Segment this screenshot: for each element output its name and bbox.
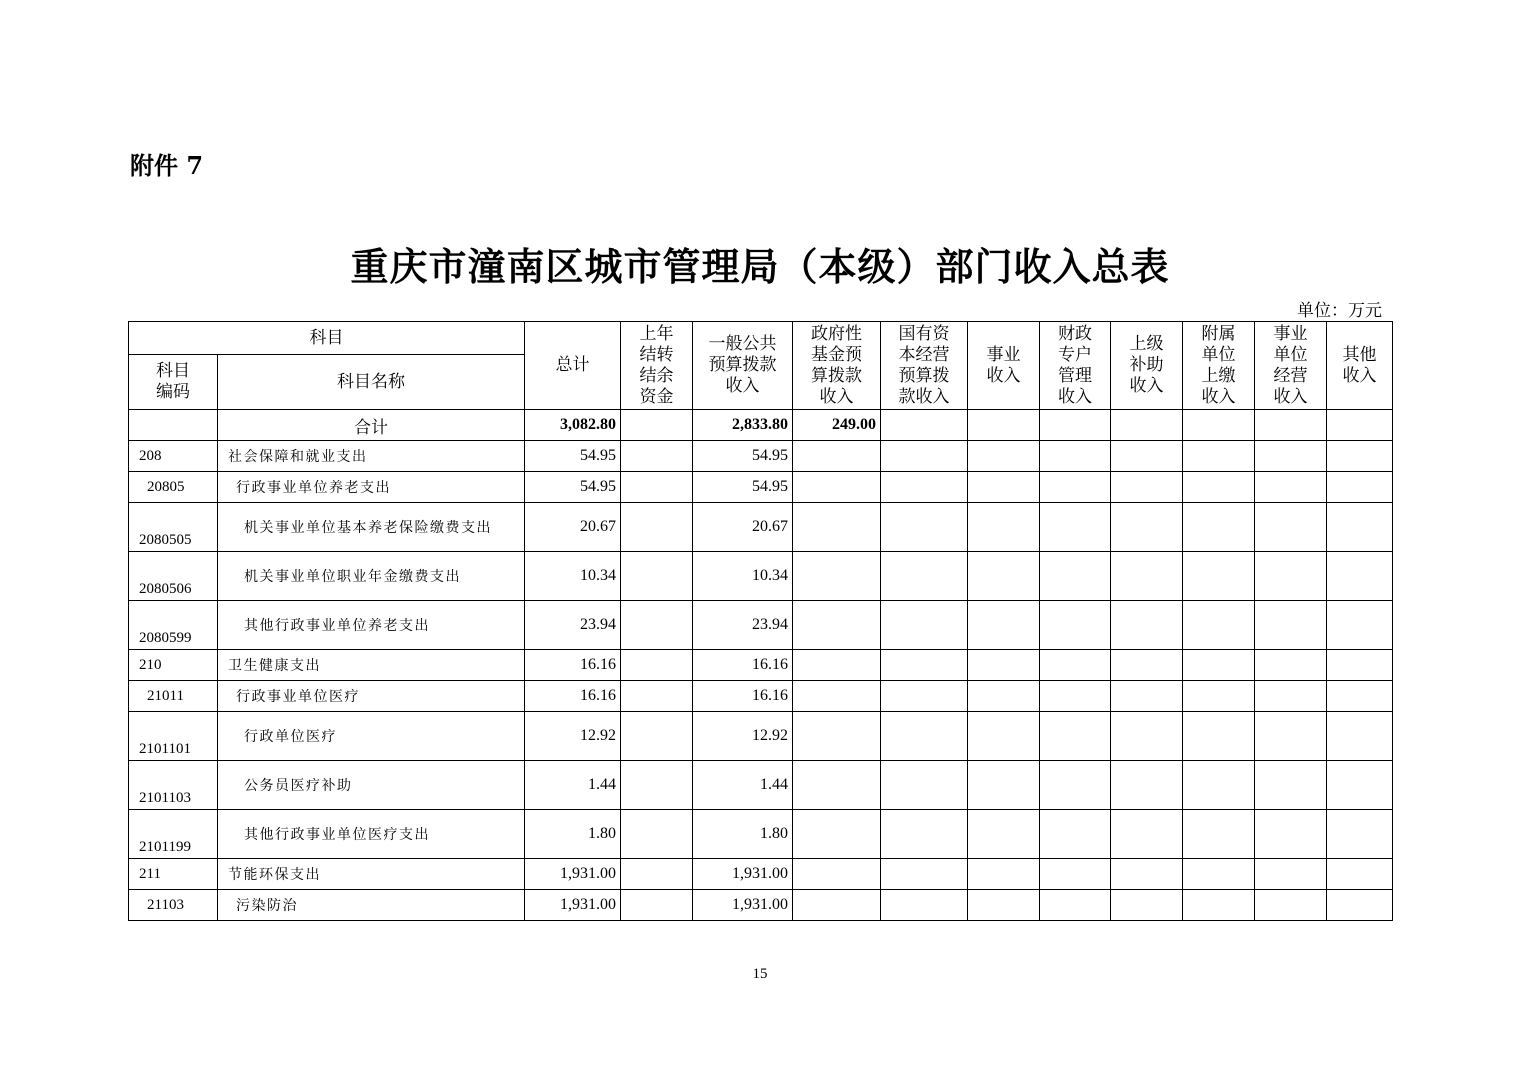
table-row (129, 810, 1393, 859)
total-row-total: 3,082.80 (525, 410, 621, 441)
row-name: 行政单位医疗 (218, 712, 525, 761)
page-title: 重庆市潼南区城市管理局（本级）部门收入总表 (350, 244, 1170, 289)
row-general-budget: 1,931.00 (693, 890, 793, 921)
row-code: 21011 (129, 681, 218, 712)
table-row (129, 859, 1393, 890)
row-code: 2080505 (129, 503, 218, 552)
row-general-budget: 20.67 (693, 503, 793, 552)
row-general-budget: 16.16 (693, 650, 793, 681)
table-row (129, 601, 1393, 650)
row-code: 208 (129, 441, 218, 472)
row-code: 2080599 (129, 601, 218, 650)
row-name: 公务员医疗补助 (218, 761, 525, 810)
table-row (129, 472, 1393, 503)
row-name: 行政事业单位医疗 (218, 681, 525, 712)
unit-label: 单位：万元 (1297, 301, 1382, 321)
header-affiliated-payment: 附属单位上缴收入 (1183, 322, 1255, 410)
total-row-general-budget: 2,833.80 (693, 410, 793, 441)
row-general-budget: 54.95 (693, 441, 793, 472)
header-code: 科目编码 (129, 355, 218, 410)
row-general-budget: 1,931.00 (693, 859, 793, 890)
row-total: 23.94 (525, 601, 621, 650)
header-total: 总计 (525, 322, 621, 410)
row-general-budget: 23.94 (693, 601, 793, 650)
header-business-operating: 事业单位经营收入 (1255, 322, 1327, 410)
row-total: 54.95 (525, 472, 621, 503)
row-code: 2080506 (129, 552, 218, 601)
table-row (129, 552, 1393, 601)
page-number: 15 (752, 966, 768, 982)
header-special-account: 财政专户管理收入 (1040, 322, 1111, 410)
income-table (128, 321, 1393, 921)
table-row (129, 761, 1393, 810)
total-row-code (129, 410, 218, 441)
row-general-budget: 10.34 (693, 552, 793, 601)
header-superior-subsidy: 上级补助收入 (1111, 322, 1183, 410)
row-total: 20.67 (525, 503, 621, 552)
table-row (129, 650, 1393, 681)
header-gov-fund: 政府性基金预算拨款收入 (793, 322, 881, 410)
row-general-budget: 1.80 (693, 810, 793, 859)
row-name: 机关事业单位基本养老保险缴费支出 (218, 503, 525, 552)
total-row-label: 合计 (218, 410, 525, 441)
header-carryover: 上年结转结余资金 (621, 322, 693, 410)
total-row-gov-fund: 249.00 (793, 410, 881, 441)
row-name: 卫生健康支出 (218, 650, 525, 681)
row-name: 机关事业单位职业年金缴费支出 (218, 552, 525, 601)
row-total: 12.92 (525, 712, 621, 761)
row-total: 1.80 (525, 810, 621, 859)
row-name: 行政事业单位养老支出 (218, 472, 525, 503)
row-code: 21103 (129, 890, 218, 921)
row-general-budget: 1.44 (693, 761, 793, 810)
row-general-budget: 16.16 (693, 681, 793, 712)
row-code: 2101103 (129, 761, 218, 810)
header-general-budget: 一般公共预算拨款收入 (693, 322, 793, 410)
row-name: 节能环保支出 (218, 859, 525, 890)
row-code: 20805 (129, 472, 218, 503)
table-row (129, 712, 1393, 761)
row-total: 1,931.00 (525, 859, 621, 890)
row-general-budget: 12.92 (693, 712, 793, 761)
row-total: 1,931.00 (525, 890, 621, 921)
row-total: 54.95 (525, 441, 621, 472)
row-name: 污染防治 (218, 890, 525, 921)
header-state-capital: 国有资本经营预算拨款收入 (881, 322, 968, 410)
row-code: 2101199 (129, 810, 218, 859)
row-name: 其他行政事业单位医疗支出 (218, 810, 525, 859)
table-row (129, 503, 1393, 552)
row-name: 社会保障和就业支出 (218, 441, 525, 472)
row-total: 16.16 (525, 650, 621, 681)
header-name: 科目名称 (218, 355, 525, 410)
row-code: 210 (129, 650, 218, 681)
row-general-budget: 54.95 (693, 472, 793, 503)
total-row-carryover (621, 410, 693, 441)
table-row (129, 441, 1393, 472)
attachment-label: 附件 7 (130, 151, 204, 180)
row-total: 16.16 (525, 681, 621, 712)
total-row (129, 410, 1393, 441)
header-subject-group: 科目 (129, 322, 525, 355)
table-row (129, 890, 1393, 921)
row-code: 211 (129, 859, 218, 890)
header-business-income: 事业收入 (968, 322, 1040, 410)
row-name: 其他行政事业单位养老支出 (218, 601, 525, 650)
header-other-income: 其他收入 (1327, 322, 1393, 410)
row-total: 1.44 (525, 761, 621, 810)
row-code: 2101101 (129, 712, 218, 761)
row-total: 10.34 (525, 552, 621, 601)
table-row (129, 681, 1393, 712)
